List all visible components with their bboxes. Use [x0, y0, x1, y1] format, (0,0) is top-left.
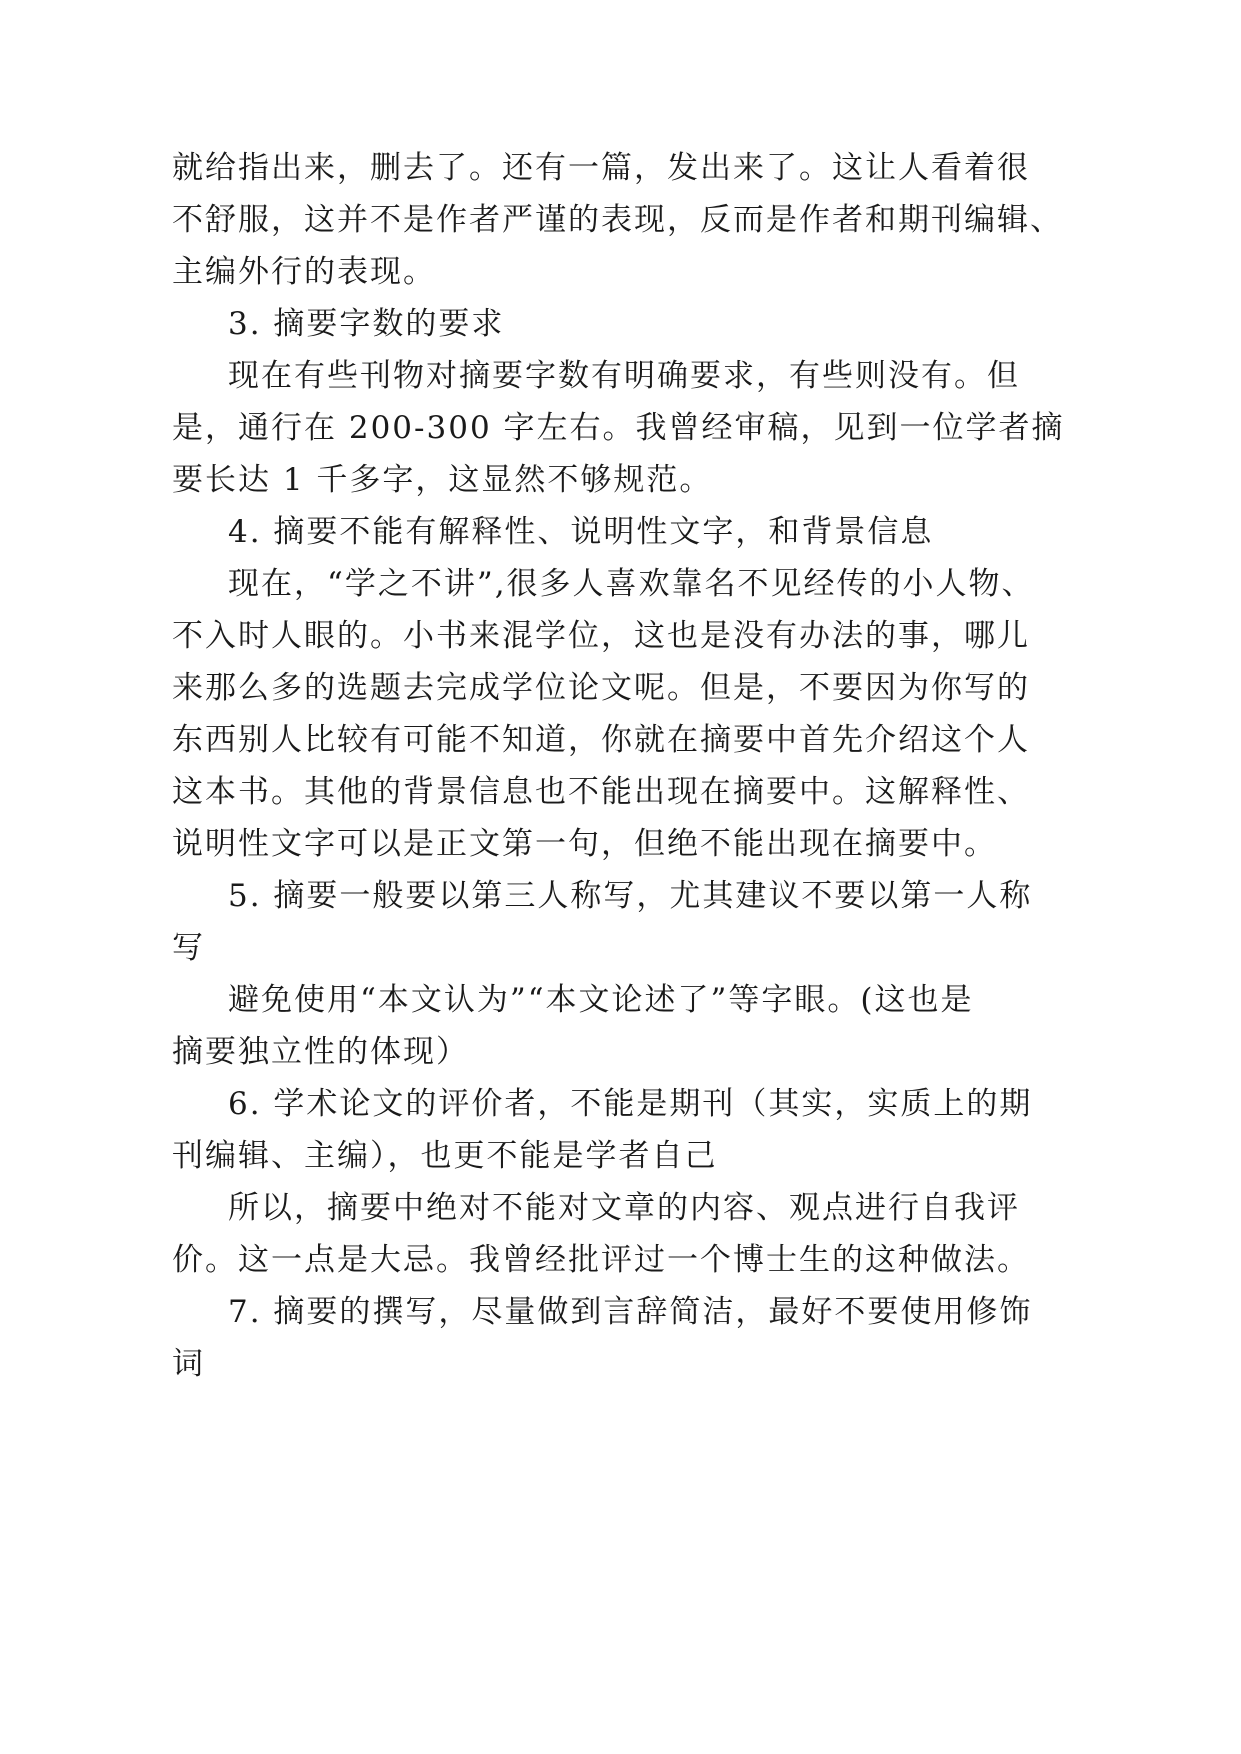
text-line: 不入时人眼的。小书来混学位，这也是没有办法的事，哪儿 — [172, 618, 1030, 654]
section-heading: 词 — [172, 1346, 205, 1382]
text-line: 就给指出来，删去了。还有一篇，发出来了。这让人看着很 — [172, 150, 1030, 186]
text-line: 这本书。其他的背景信息也不能出现在摘要中。这解释性、 — [172, 774, 1030, 810]
text-line: 不舒服，这并不是作者严谨的表现，反而是作者和期刊编辑、 — [172, 202, 1063, 238]
text-line: 来那么多的选题去完成学位论文呢。但是，不要因为你写的 — [172, 670, 1030, 706]
section-heading: 3. 摘要字数的要求 — [228, 306, 505, 342]
text-line: 说明性文字可以是正文第一句，但绝不能出现在摘要中。 — [172, 826, 997, 862]
text-line: 价。这一点是大忌。我曾经批评过一个博士生的这种做法。 — [172, 1242, 1030, 1278]
text-line: 主编外行的表现。 — [172, 254, 436, 290]
section-heading: 写 — [172, 930, 205, 966]
text-line: 摘要独立性的体现） — [172, 1034, 469, 1070]
text-line: 东西别人比较有可能不知道，你就在摘要中首先介绍这个人 — [172, 722, 1030, 758]
text-line: 现在有些刊物对摘要字数有明确要求，有些则没有。但 — [228, 358, 1020, 394]
text-line: 现在，“学之不讲”,很多人喜欢靠名不见经传的小人物、 — [228, 566, 1035, 602]
text-line: 避免使用“本文认为”“本文论述了”等字眼。(这也是 — [228, 982, 974, 1018]
text-line: 要长达 1 千多字，这显然不够规范。 — [172, 462, 713, 498]
section-heading: 刊编辑、主编），也更不能是学者自己 — [172, 1138, 718, 1174]
section-heading: 6. 学术论文的评价者，不能是期刊（其实，实质上的期 — [228, 1086, 1033, 1122]
section-heading: 7. 摘要的撰写，尽量做到言辞简洁，最好不要使用修饰 — [228, 1294, 1033, 1330]
section-heading: 5. 摘要一般要以第三人称写，尤其建议不要以第一人称 — [228, 878, 1033, 914]
section-heading: 4. 摘要不能有解释性、说明性文字，和背景信息 — [228, 514, 934, 550]
text-line: 所以，摘要中绝对不能对文章的内容、观点进行自我评 — [228, 1190, 1020, 1226]
text-line: 是，通行在 200-300 字左右。我曾经审稿，见到一位学者摘 — [172, 410, 1065, 446]
